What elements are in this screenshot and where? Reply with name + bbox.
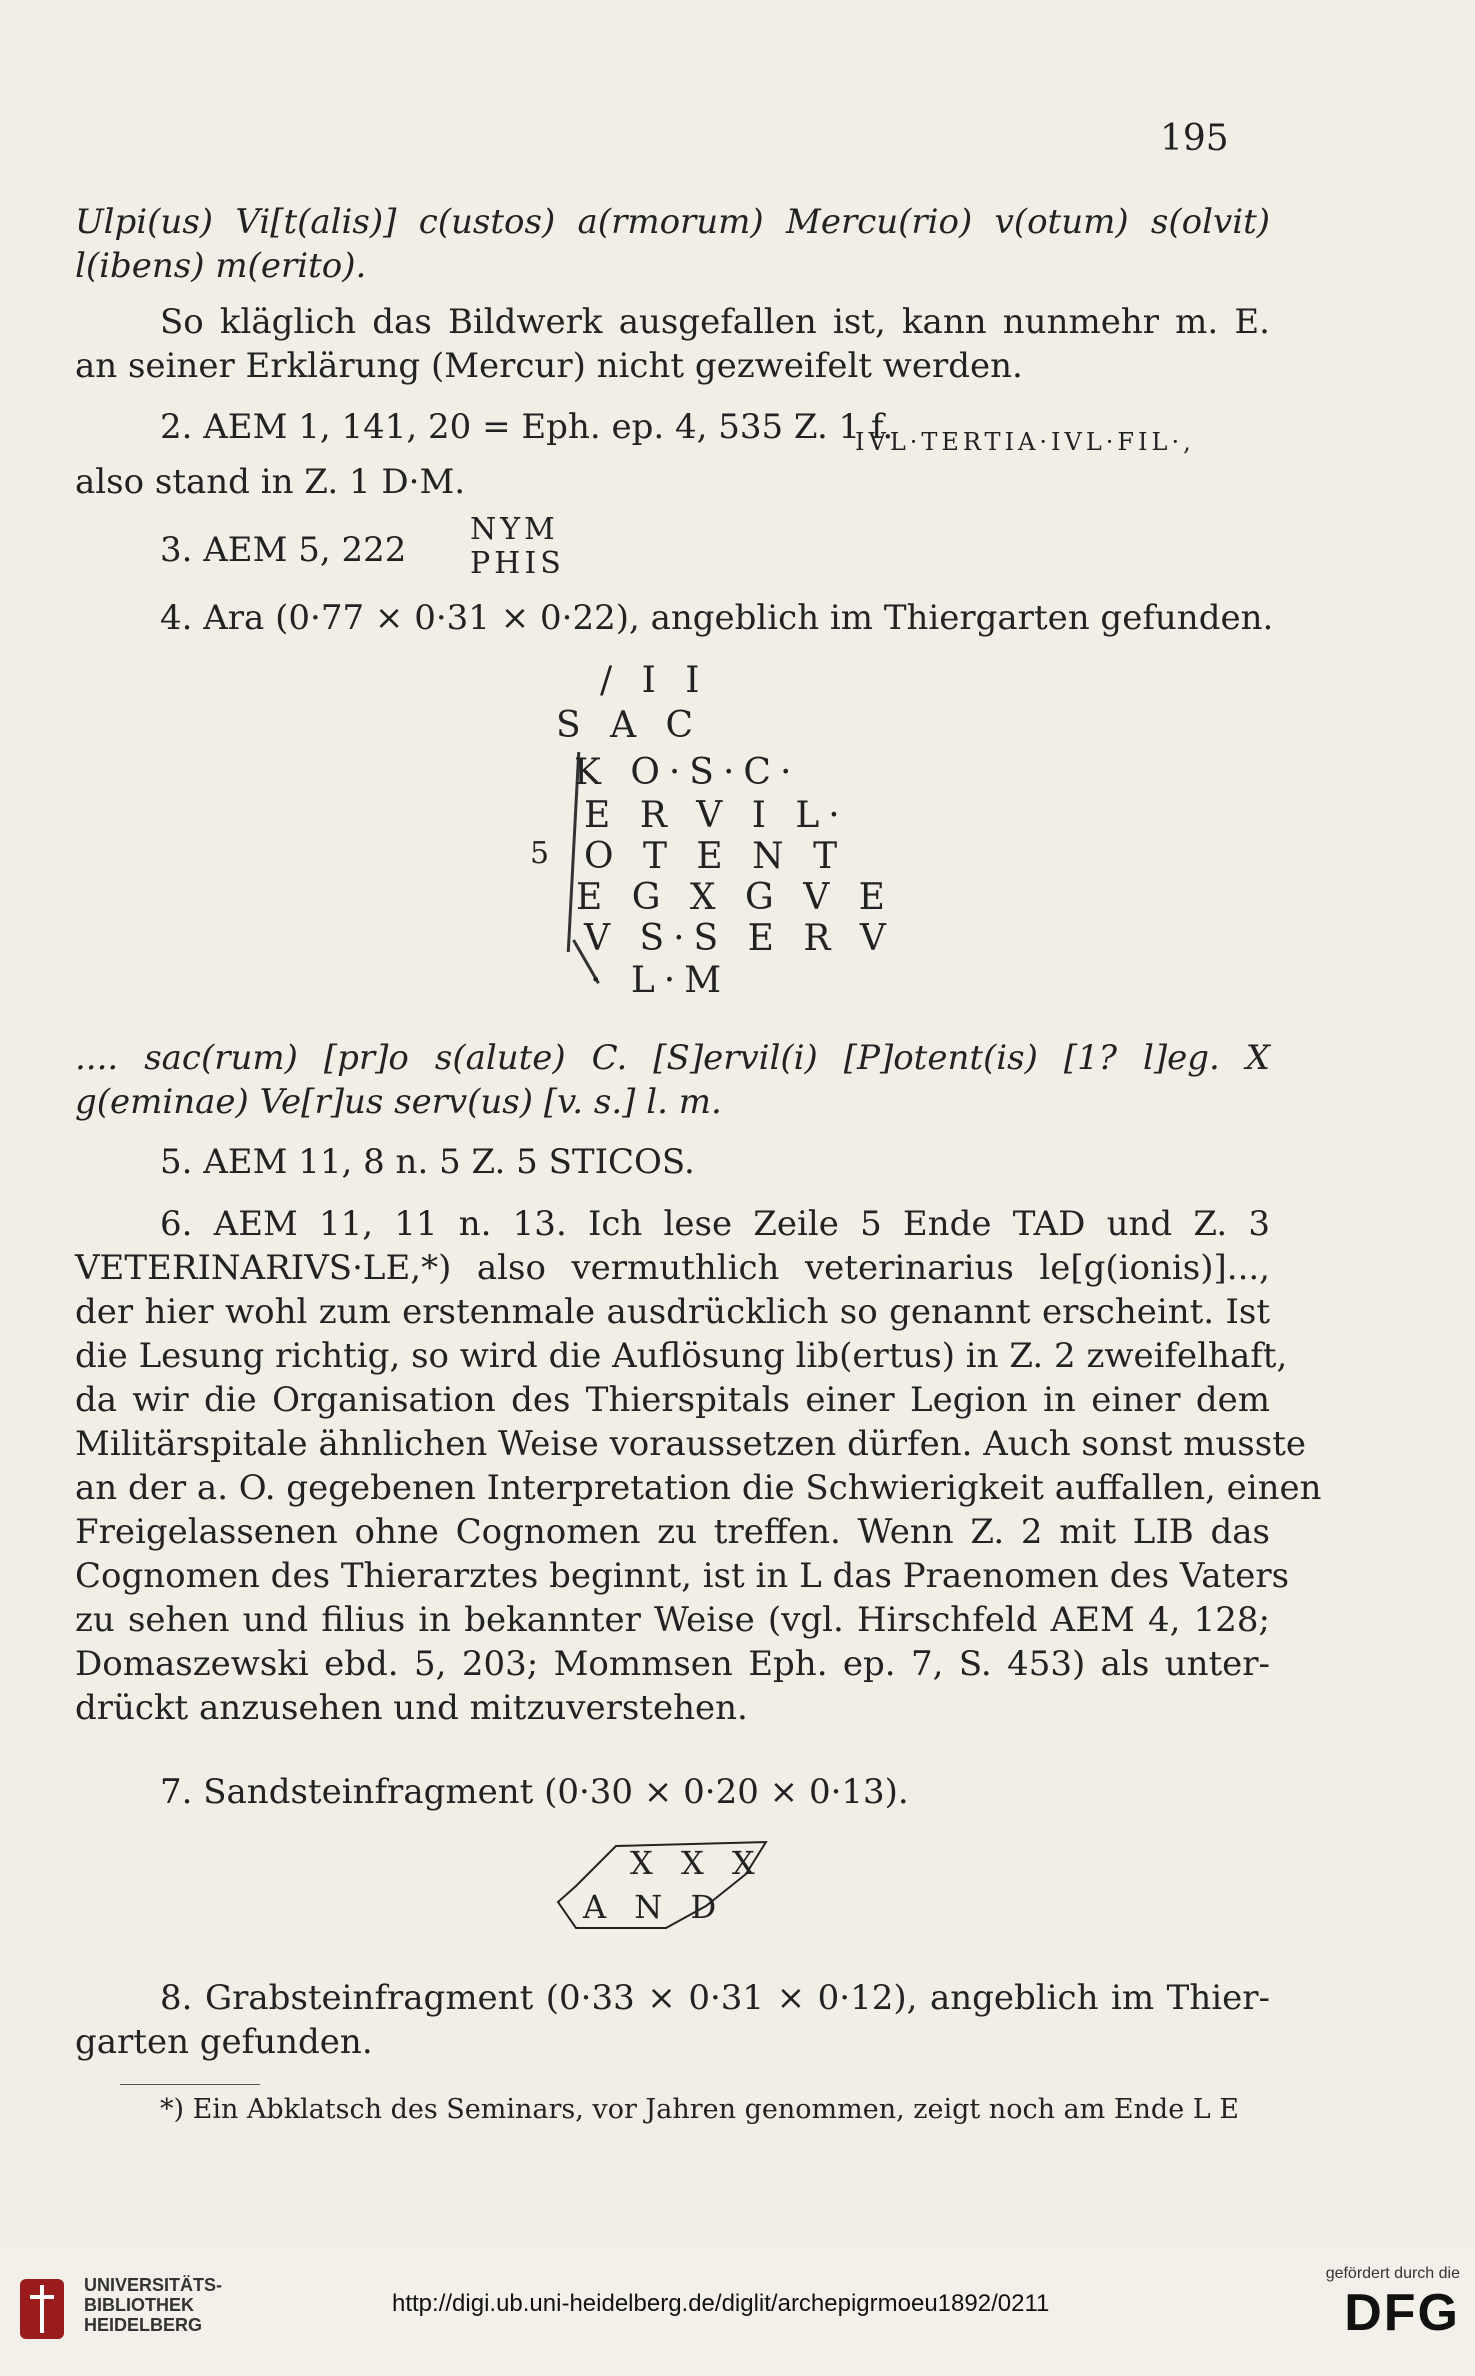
text-line: VETERINARIVS·LE,*) also vermuthlich veterinarius le[g(ionis)]..., [75,1248,1270,1288]
library-name-line: HEIDELBERG [84,2315,203,2335]
text-line: garten gefunden. [75,2022,373,2062]
inscription-line: S A C [556,705,703,746]
text-line: also stand in Z. 1 D·M. [75,462,466,502]
text-line: die Lesung richtig, so wird die Auflösung lib(ertus) in Z. 2 zweifelhaft, [75,1336,1288,1376]
footnote-rule [120,2084,260,2085]
inscription-text: PHIS [470,546,565,581]
text-line: 3. AEM 5, 222 [160,530,407,570]
inscription-line: E R V I L· [584,795,849,836]
funding-note: gefördert durch die [1325,2265,1460,2282]
fragment-text: X X X [630,1844,764,1882]
inscription-text: NYM [470,512,559,547]
text-line: 6. AEM 11, 11 n. 13. Ich lese Zeile 5 Ende TAD und Z. 3 [160,1204,1270,1244]
dfg-logo [1300,2265,1460,2343]
inscription-line: O T E N T [584,836,847,877]
text-line: Militärspitale ähnlichen Weise voraussetzen dürfen. Auch sonst musste [75,1424,1306,1464]
text-line: da wir die Organisation des Thierspitals einer Legion in einer dem [75,1380,1270,1420]
text-line: .... sac(rum) [pr]o s(alute) C. [S]ervil(i) [P]otent(is) [1? l]eg. X [75,1038,1270,1078]
text-line: 5. AEM 11, 8 n. 5 Z. 5 STICOS. [160,1142,695,1182]
text-line: So kläglich das Bildwerk ausgefallen ist, kann nunmehr m. E. [160,302,1270,342]
fragment-text: A N D [583,1888,726,1926]
inscription-line: / I I [600,660,709,701]
funder-name: DFG [1344,2284,1460,2342]
source-url[interactable]: http://digi.ub.uni-heidelberg.de/diglit/archepigrmoeu1892/0211 [392,2290,1050,2317]
inscription-line: E G X G V E [576,877,894,918]
library-seal-icon [14,2275,70,2345]
text-line: an seiner Erklärung (Mercur) nicht gezweifelt werden. [75,346,1023,386]
text-line: Ulpi(us) Vi[t(alis)] c(ustos) a(rmorum) Mercu(rio) v(otum) s(olvit) [75,202,1270,242]
text-line: g(eminae) Ve[r]us serv(us) [v. s.] l. m. [75,1082,722,1122]
footnote: *) Ein Abklatsch des Seminars, vor Jahren genommen, zeigt noch am Ende L E [160,2094,1239,2125]
text-line: drückt anzusehen und mitzuverstehen. [75,1688,748,1728]
text-line: an der a. O. gegebenen Interpretation die Schwierigkeit auffallen, einen [75,1468,1322,1508]
library-name-line: BIBLIOTHEK [84,2295,194,2315]
text-line: 4. Ara (0·77 × 0·31 × 0·22), angeblich im Thiergarten gefunden. [160,598,1274,638]
text-line: der hier wohl zum erstenmale ausdrücklich so genannt erscheint. Ist [75,1292,1270,1332]
inscription-line: K O·S·C· [574,752,801,793]
text-line: Cognomen des Thierarztes beginnt, ist in L das Praenomen des Vaters [75,1556,1290,1596]
text-line: 7. Sandsteinfragment (0·30 × 0·20 × 0·13). [160,1772,909,1812]
page-number: 195 [1160,118,1229,159]
text-line: Domaszewski ebd. 5, 203; Mommsen Eph. ep. 7, S. 453) als unter- [75,1644,1270,1684]
text-line: 8. Grabsteinfragment (0·33 × 0·31 × 0·12), angeblich im Thier- [160,1978,1270,2018]
text-line: 2. AEM 1, 141, 20 = Eph. ep. 4, 535 Z. 1 f. [160,407,894,447]
text-line: l(ibens) m(erito). [75,246,367,286]
text-line: zu sehen und filius in bekannter Weise (vgl. Hirschfeld AEM 4, 128; [75,1600,1270,1640]
library-name-line: UNIVERSITÄTS- [84,2275,223,2295]
inscription-text: IVL·TERTIA·IVL·FIL·, [855,428,1195,456]
inscription-line: · L·M [590,960,731,1001]
inscription-line-number: 5 [530,836,550,871]
text-line: Freigelassenen ohne Cognomen zu treffen. Wenn Z. 2 mit LIB das [75,1512,1270,1552]
inscription-line: V S·S E R V [584,918,895,959]
